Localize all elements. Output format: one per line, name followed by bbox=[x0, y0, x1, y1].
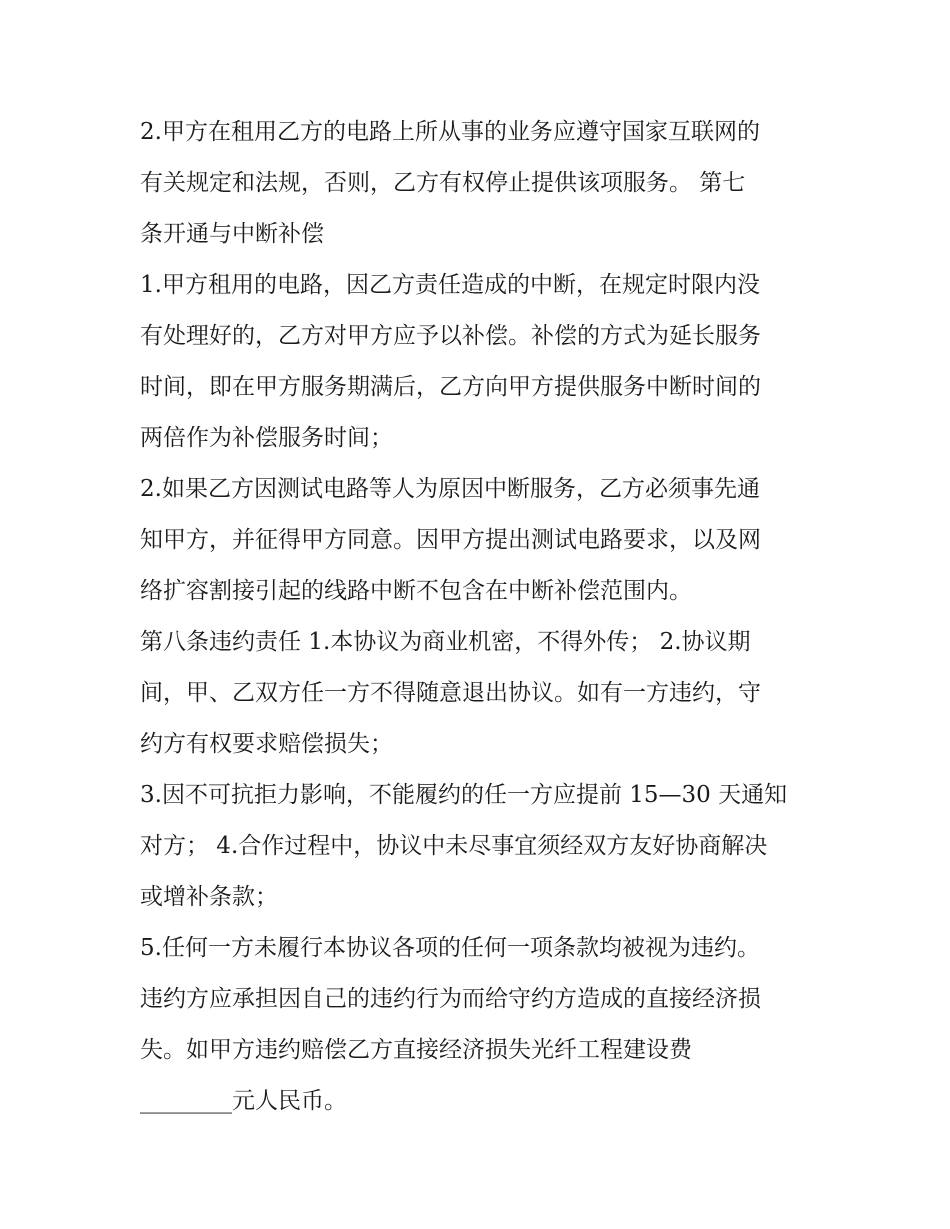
text-line: 有处理好的，乙方对甲方应予以补偿。补偿的方式为延长服务 bbox=[140, 323, 761, 349]
text-line: 5.任何一方未履行本协议各项的任何一项条款均被视为违约。 bbox=[140, 935, 760, 961]
text-line: 间，甲、乙双方任一方不得随意退出协议。如有一方违约，守 bbox=[140, 680, 761, 706]
text-line: 知甲方，并征得甲方同意。因甲方提出测试电路要求，以及网 bbox=[140, 527, 761, 553]
text-line: 违约方应承担因自己的违约行为而给守约方造成的直接经济损 bbox=[140, 986, 761, 1012]
text-line: 有关规定和法规，否则，乙方有权停止提供该项服务。 第七 bbox=[140, 170, 746, 196]
text-line: 失。如甲方违约赔偿乙方直接经济损失光纤工程建设费 bbox=[140, 1037, 692, 1063]
document-body bbox=[140, 107, 820, 1127]
text-line: 1.甲方租用的电路，因乙方责任造成的中断，在规定时限内没 bbox=[140, 272, 760, 298]
text-line: 2.如果乙方因测试电路等人为原因中断服务，乙方必须事先通 bbox=[140, 476, 760, 502]
text-line: 络扩容割接引起的线路中断不包含在中断补偿范围内。 bbox=[140, 578, 692, 604]
text-line: 两倍作为补偿服务时间； bbox=[140, 425, 393, 451]
text-line: 第八条违约责任 1.本协议为商业机密，不得外传； 2.协议期 bbox=[140, 629, 751, 655]
text-line: 约方有权要求赔偿损失； bbox=[140, 731, 393, 757]
text-line: 条开通与中断补偿 bbox=[140, 221, 324, 247]
text-line: 时间，即在甲方服务期满后，乙方向甲方提供服务中断时间的 bbox=[140, 374, 761, 400]
text-line: 或增补条款； bbox=[140, 884, 278, 910]
text-line: 3.因不可抗拒力影响，不能履约的任一方应提前 15—30 天通知 bbox=[140, 782, 788, 808]
text-line: ________元人民币。 bbox=[140, 1088, 347, 1114]
text-line: 对方； 4.合作过程中，协议中未尽事宜须经双方友好协商解决 bbox=[140, 833, 768, 859]
text-line: 2.甲方在租用乙方的电路上所从事的业务应遵守国家互联网的 bbox=[140, 119, 760, 145]
